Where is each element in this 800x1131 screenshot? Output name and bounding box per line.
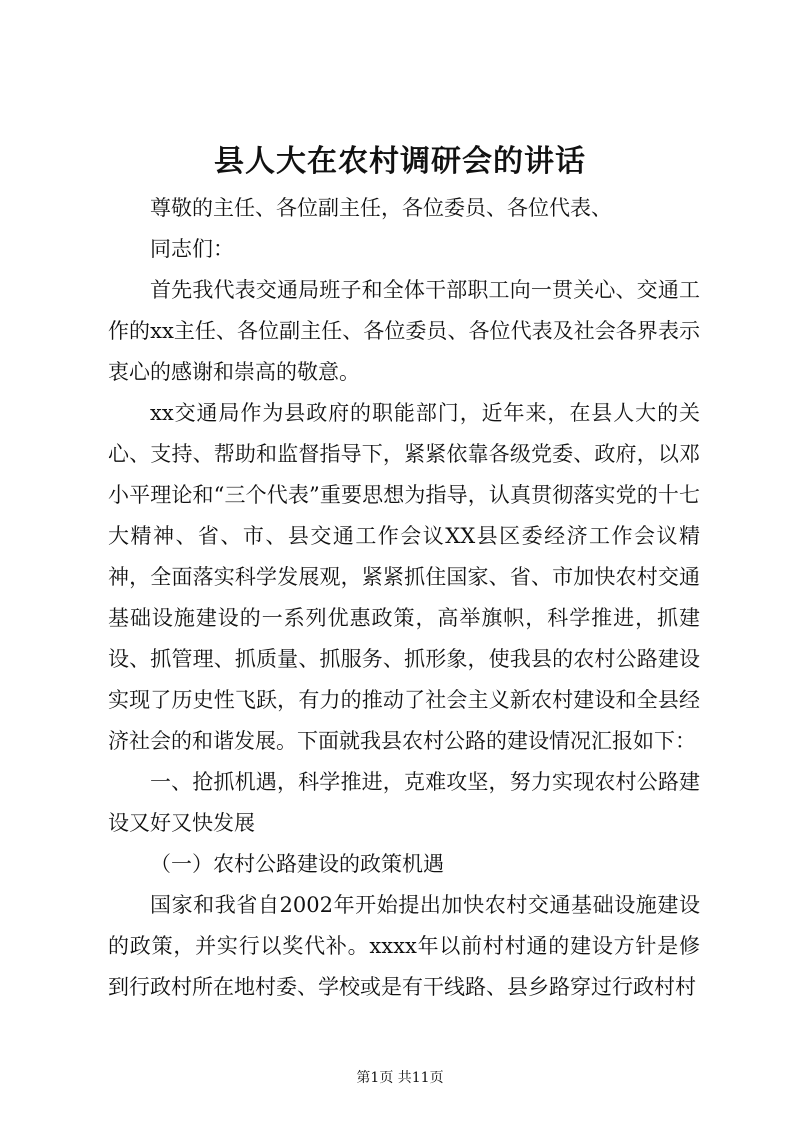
page-number-footer: 第1页 共11页 — [356, 1070, 444, 1086]
section-heading: 一、抢抓机遇，科学推进，克难攻坚，努力实现农村公路建设又好又快发展 — [108, 770, 700, 835]
document-body — [108, 188, 700, 1008]
body-paragraph: 首先我代表交通局班子和全体干部职工向一贯关心、交通工作的xx主任、各位副主任、各位委员、各位代表及社会各界表示衷心的感谢和崇高的敬意。 — [108, 278, 700, 384]
document-title: 县人大在农村调研会的讲话 — [214, 144, 586, 179]
subsection-heading: （一）农村公路建设的政策机遇 — [150, 852, 444, 876]
body-paragraph: xx交通局作为县政府的职能部门，近年来，在县人大的关心、支持、帮助和监督指导下，紧紧依靠各级党委、政府，以邓小平理论和“三个代表”重要思想为指导，认真贯彻落实党的十七大精神、省、市、县交通工作会议XX县区委经济工作会议精神，全面落实科学发展观，紧紧抓住国家、省、市加快农村交通基础设施建设的一系列优惠政策，高举旗帜，科学推进，抓建设、抓管理、抓质量、抓服务、抓形象，使我县的农村公路建设实现了历史性飞跃，有力的推动了社会主义新农村建设和全县经济社会的和谐发展。下面就我县农村公路的建设情况汇报如下： — [108, 401, 700, 753]
body-paragraph: 国家和我省自2002年开始提出加快农村交通基础设施建设的政策，并实行以奖代补。xxxx年以前村村通的建设方针是修到行政村所在地村委、学校或是有干线路、县乡路穿过行政村村 — [108, 893, 700, 999]
salutation-line: 同志们： — [150, 237, 234, 261]
salutation-line: 尊敬的主任、各位副主任，各位委员、各位代表、 — [150, 196, 612, 220]
